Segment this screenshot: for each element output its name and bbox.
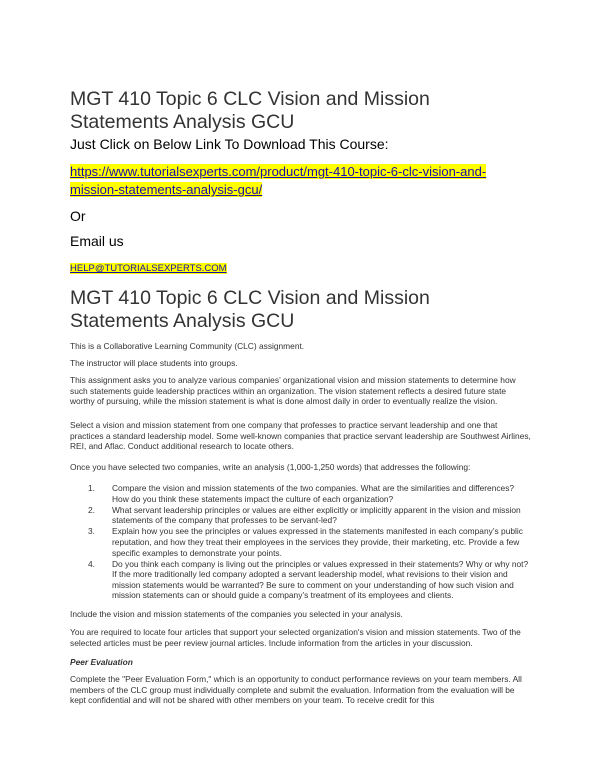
paragraph-assignment: This assignment asks you to analyze various companies’ organizational vision and mission statements to determine how such statements guide leadership practices within an organization. The vision statement reflects a desired future state worthy of pursuing, while the mission statement is what is done almost daily in order to eventually realize the vision. bbox=[70, 375, 516, 407]
peer-evaluation-heading: Peer Evaluation bbox=[70, 657, 133, 667]
course-link[interactable]: https://www.tutorialsexperts.com/product/mgt-410-topic-6-clc-vision-and-mission-statements-analysis-gcu/ bbox=[70, 164, 487, 197]
paragraph-articles: You are required to locate four articles that support your selected organization's vision and mission statements. Two of the selected articles must be peer review journal articles. Include information from the articles in your discussion. bbox=[70, 627, 521, 648]
email-link[interactable]: HELP@TUTORIALSEXPERTS.COM bbox=[70, 263, 227, 274]
page-title: MGT 410 Topic 6 CLC Vision and Mission Statements Analysis GCU bbox=[70, 88, 430, 133]
download-instruction: Just Click on Below Link To Download This Course: bbox=[70, 136, 389, 152]
paragraph-select: Select a vision and mission statement from one company that professes to practice servant leadership and one that practices a standard leadership model. Some well-known companies that practice servant leadership are Southwest Airlines, REI, and Aflac. Conduct additional research to locate others. bbox=[70, 420, 531, 452]
list-item: 3. Explain how you see the principles or values expressed in the statements manifested in each company’s public reputation, and how they treat their employees in the services they provide, their marketing, etc. Provide a few specific examples to demonstrate your points. bbox=[88, 526, 523, 558]
paragraph-analysis: Once you have selected two companies, write an analysis (1,000-1,250 words) that addresses the following: bbox=[70, 462, 471, 472]
paragraph-include: Include the vision and mission statements of the companies you selected in your analysis. bbox=[70, 609, 403, 619]
list-item: 2. What servant leadership principles or values are either explicitly or implicitly apparent in the vision and mission statements of the company that professes to be servant-led? bbox=[88, 504, 521, 526]
list-item: 1. Compare the vision and mission statements of the two companies. What are the similarities and differences? How do you think these statements impact the culture of each organization? bbox=[88, 483, 515, 504]
or-text: Or bbox=[70, 208, 86, 224]
section-title: MGT 410 Topic 6 CLC Vision and Mission Statements Analysis GCU bbox=[70, 287, 430, 332]
paragraph-peer-evaluation: Complete the "Peer Evaluation Form," which is an opportunity to conduct performance reviews on your team members. All members of the CLC group must individually complete and submit the evaluation. Information from the evaluation will be kept confidential and will not be shared with other members on your team. To receive credit for this bbox=[70, 674, 522, 706]
paragraph-clc: This is a Collaborative Learning Community (CLC) assignment. bbox=[70, 341, 305, 351]
email-label: Email us bbox=[70, 233, 124, 249]
requirements-list bbox=[70, 483, 532, 601]
list-item: 4. Do you think each company is living out the principles or values expressed in their statements? Why or why not? If the more traditionally led company adopted a servant leadership model, what revisions to their vision and mission statements would be warranted? Be sure to comment on your understanding of how such vision and mission statements can or should guide a company’s treatment of its employees and clients. bbox=[88, 558, 529, 601]
paragraph-groups: The instructor will place students into groups. bbox=[70, 358, 238, 368]
